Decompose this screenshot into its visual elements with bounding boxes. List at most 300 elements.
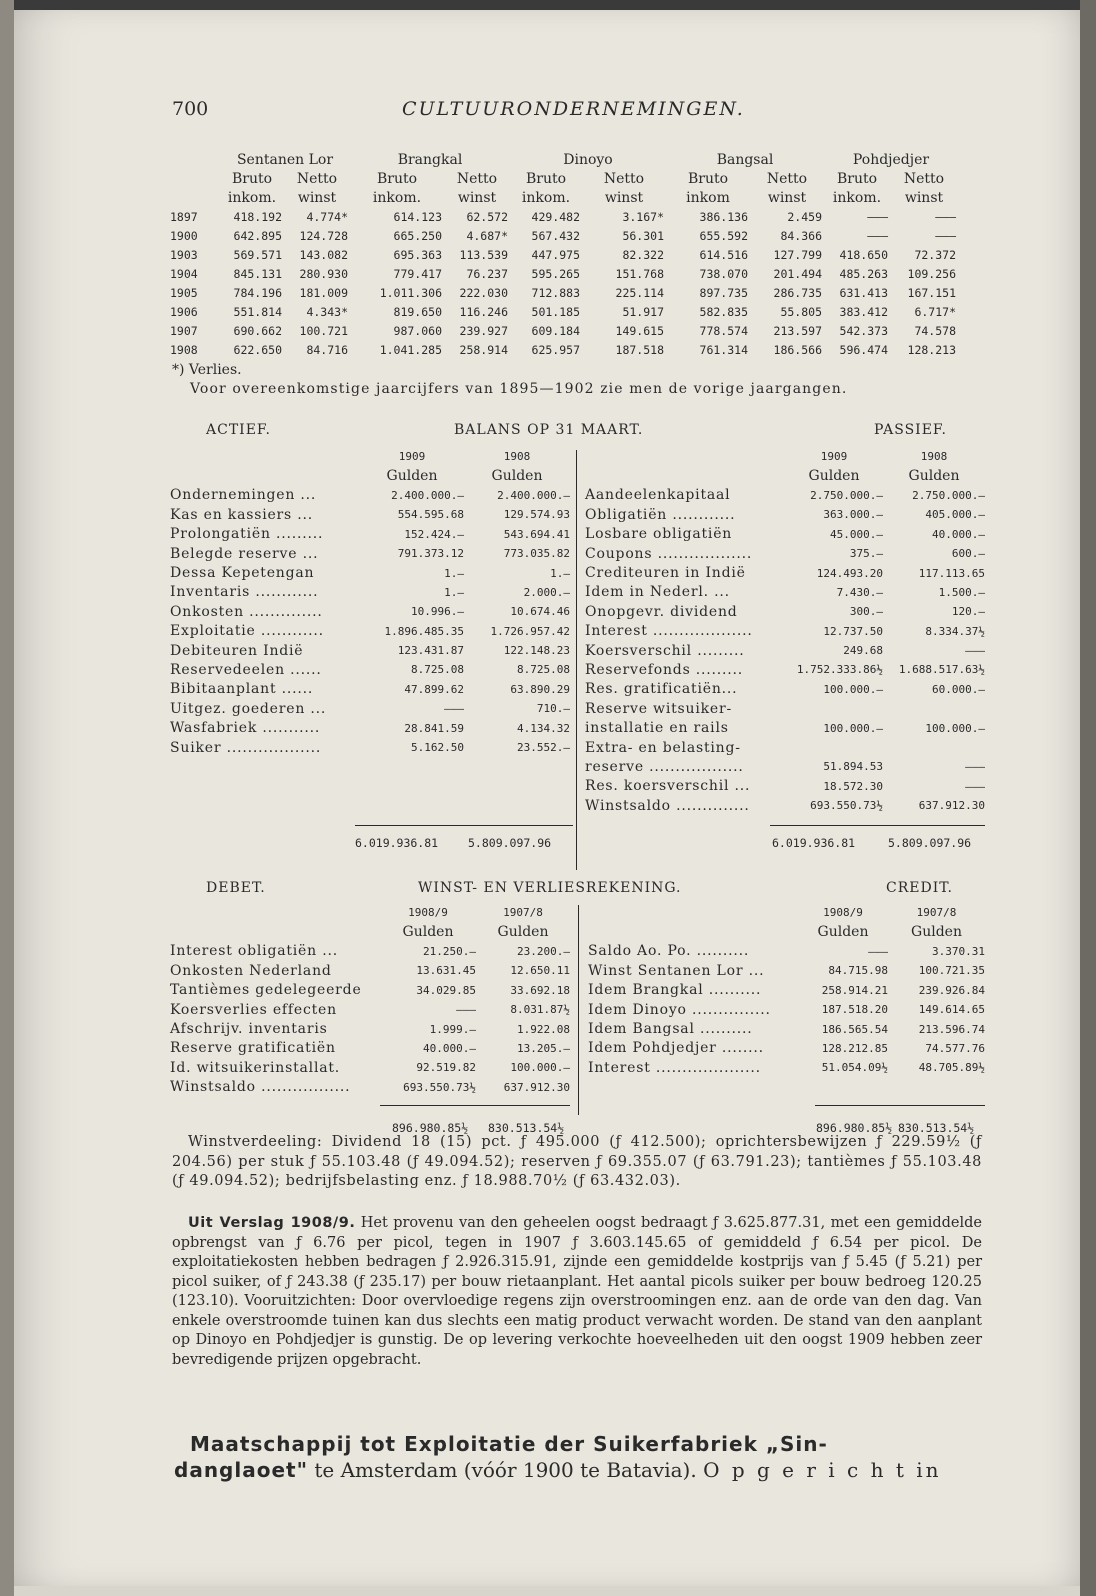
yield-subheader-row (168, 188, 958, 207)
credit-item-value: 149.614.65 (918, 1003, 985, 1017)
company-founded: O p g e r i c h t in (703, 1458, 942, 1482)
debet-item-label: Reserve gratificatiën (170, 1040, 336, 1057)
credit-item-value: 186.565.54 (821, 1022, 888, 1036)
actief-item-value: 152.424.— (404, 527, 464, 541)
actief-year-row (170, 447, 570, 466)
passief-row (585, 563, 985, 582)
balance-right-rule (770, 825, 985, 826)
passief-item-value: 375.— (849, 547, 883, 561)
actief-item-value: 710.— (536, 702, 570, 716)
yield-value: 6.717* (914, 304, 956, 319)
debet-item-label: Interest obligatiën ... (170, 943, 338, 960)
debet-row (170, 1058, 570, 1077)
yield-subheader: inkom. (372, 189, 422, 206)
passief-item-value: 124.493.20 (816, 566, 883, 580)
actief-item-label: Bibitaanplant ...... (170, 681, 314, 698)
actief-item-value: 47.899.62 (404, 682, 464, 696)
yield-subheader: Netto (296, 170, 338, 187)
actief-item-value: 10.674.46 (510, 605, 570, 619)
credit-row (588, 1058, 985, 1077)
yield-subheader: Bruto (687, 170, 729, 187)
passief-item-value (785, 738, 883, 757)
actief-item-value: 2.400.000.— (391, 488, 464, 502)
passief-row (585, 505, 985, 524)
scan-right-edge (1080, 0, 1096, 1596)
yield-subheader: Bruto (231, 170, 273, 187)
credit-row (588, 961, 985, 980)
actief-currency-header: Gulden (386, 468, 438, 485)
actief-item-value: 791.373.12 (397, 547, 464, 561)
yield-value: ——— (935, 228, 956, 243)
passief-label-spacer (585, 447, 785, 466)
passief-item-label: Aandeelenkapitaal (585, 487, 731, 504)
passief-item-label: Reserve witsuiker- (585, 700, 732, 717)
balance-left-total-1908: 5.809.097.96 (468, 836, 552, 850)
yield-corner (168, 150, 220, 169)
debet-item-label: Afschrijv. inventaris (170, 1021, 328, 1038)
credit-item-value: ——— (868, 944, 888, 958)
pl-left-rule (380, 1105, 570, 1106)
passief-item-value: 40.000.— (932, 527, 985, 541)
debet-label-spacer (170, 922, 380, 941)
actief-row (170, 660, 570, 679)
yield-subheader: Bruto (376, 170, 418, 187)
yield-corner (168, 188, 220, 207)
actief-currency-row (170, 466, 570, 485)
passief-item-value: 60.000.— (932, 682, 985, 696)
balance-right-total-1908: 5.809.097.96 (888, 836, 972, 850)
yield-group-header: Sentanen Lor (236, 151, 334, 168)
yield-value: 4.774* (306, 209, 348, 224)
passief-row (585, 796, 985, 815)
yield-group-header: Bangsal (716, 151, 774, 168)
passief-item-value: 117.113.65 (918, 566, 985, 580)
debet-currency-header: Gulden (402, 924, 454, 941)
yield-row (168, 321, 958, 340)
passief-row (585, 544, 985, 563)
yield-value: 82.322 (622, 247, 664, 262)
credit-item-label: Idem Pohdjedjer ........ (588, 1040, 764, 1057)
yield-value: 84.716 (306, 342, 348, 357)
balance-right-total-1909: 6.019.936.81 (772, 836, 856, 850)
actief-item-value: 8.725.08 (517, 663, 570, 677)
pl-right-total-2: 830.513.54½ (898, 1121, 975, 1135)
yield-group-row (168, 150, 958, 169)
yield-value: 128.213 (907, 342, 956, 357)
passief-row (585, 718, 985, 737)
yield-subheader: winst (457, 189, 497, 206)
yield-value: 778.574 (699, 323, 748, 338)
yield-group-header: Brangkal (397, 151, 463, 168)
actief-item-value: 1.896.485.35 (384, 624, 464, 638)
credit-row (588, 1019, 985, 1038)
yield-value: 386.136 (699, 209, 748, 224)
yield-value: 84.366 (780, 228, 822, 243)
yield-note: Voor overeenkomstige jaarcijfers van 1895—1902 zie men de vorige jaargangen. (190, 381, 848, 397)
credit-item-value: 51.054.09½ (821, 1061, 888, 1075)
credit-item-value: 3.370.31 (932, 944, 985, 958)
yield-year: 1900 (170, 228, 198, 243)
actief-year-header: 1909 (398, 450, 426, 464)
actief-item-value: 2.000.— (523, 585, 570, 599)
passief-item-label: Interest ................... (585, 623, 753, 640)
yield-subheader: Netto (456, 170, 498, 187)
yield-value: 76.237 (466, 266, 508, 281)
yield-value: 655.592 (699, 228, 748, 243)
yield-value: 779.417 (393, 266, 442, 281)
debet-row (170, 1039, 570, 1058)
actief-item-value: 122.148.23 (503, 644, 570, 658)
yield-subheader: Netto (766, 170, 808, 187)
credit-row (588, 1000, 985, 1019)
yield-row (168, 245, 958, 264)
actief-item-value: 2.400.000.— (497, 488, 570, 502)
passief-item-value: 8.334.37½ (925, 624, 985, 638)
yield-subheader: inkom. (832, 189, 882, 206)
balance-divider (576, 450, 577, 870)
passief-item-label: Res. koersverschil ... (585, 778, 751, 795)
yield-value: 761.314 (699, 342, 748, 357)
passief-row (585, 660, 985, 679)
yield-value: 567.432 (531, 228, 580, 243)
credit-item-value: 100.721.35 (918, 964, 985, 978)
actief-item-label: Reservedeelen ...... (170, 661, 322, 678)
yield-value: ——— (867, 209, 888, 224)
yield-value: 665.250 (393, 228, 442, 243)
yield-value: 447.975 (531, 247, 580, 262)
credit-item-label: Idem Bangsal .......... (588, 1021, 753, 1038)
passief-item-value: 7.430.— (836, 585, 883, 599)
actief-label-spacer (170, 466, 360, 485)
actief-row (170, 563, 570, 582)
credit-year-header: 1907/8 (916, 906, 957, 920)
yield-value: 181.009 (299, 285, 348, 300)
actief-row (170, 622, 570, 641)
actief-row (170, 680, 570, 699)
credit-currency-header: Gulden (911, 924, 962, 941)
debet-item-value: 12.650.11 (510, 964, 570, 978)
credit-currency-row (588, 922, 985, 941)
passief-row (585, 738, 985, 757)
passief-item-value: 120.— (951, 605, 985, 619)
debet-item-value: 40.000.— (423, 1041, 476, 1055)
yield-value: 2.459 (787, 209, 822, 224)
actief-item-label: Belegde reserve ... (170, 545, 319, 562)
debet-label-spacer (170, 903, 380, 922)
yield-value: 819.650 (393, 304, 442, 319)
yield-year: 1908 (170, 342, 198, 357)
credit-item-label: Idem Brangkal .......... (588, 982, 762, 999)
actief-currency-header: Gulden (491, 468, 543, 485)
pl-right-total-1: 896.980.85½ (816, 1121, 893, 1135)
passief-item-value: 18.572.30 (823, 779, 883, 793)
yield-row (168, 283, 958, 302)
yield-row (168, 264, 958, 283)
passief-item-value (883, 738, 985, 757)
actief-item-value: 23.552.— (517, 741, 570, 755)
credit-item-value: 213.596.74 (918, 1022, 985, 1036)
credit-currency-header: Gulden (817, 924, 869, 941)
yield-value: 1.041.285 (379, 342, 442, 357)
yield-year: 1907 (170, 323, 198, 338)
yield-value: 625.957 (531, 342, 580, 357)
passief-item-value: 12.737.50 (823, 624, 883, 638)
yield-value: 485.263 (839, 266, 888, 281)
passief-item-value (785, 699, 883, 718)
yield-value: 501.185 (531, 304, 580, 319)
yield-value: 151.768 (615, 266, 664, 281)
yield-value: 72.372 (914, 247, 956, 262)
credit-row (588, 1039, 985, 1058)
credit-item-value: 258.914.21 (821, 983, 888, 997)
yield-year: 1905 (170, 285, 198, 300)
yield-subheader: winst (604, 189, 644, 206)
passief-year-header: 1908 (920, 450, 948, 464)
debet-item-value: 34.029.85 (416, 983, 476, 997)
passief-item-value: 405.000.— (925, 508, 985, 522)
actief-row (170, 699, 570, 718)
passief-year-row (585, 447, 985, 466)
credit-row (588, 942, 985, 961)
credit-item-value: 74.577.76 (925, 1041, 985, 1055)
debet-row (170, 961, 570, 980)
yield-year: 1906 (170, 304, 198, 319)
yield-value: 116.246 (459, 304, 508, 319)
yield-value: 280.930 (299, 266, 348, 281)
actief-item-value: 1.— (550, 566, 570, 580)
passief-item-label: Crediteuren in Indië (585, 565, 746, 582)
yield-value: 55.805 (780, 304, 822, 319)
yield-value: 222.030 (459, 285, 508, 300)
yield-value: 213.597 (773, 323, 822, 338)
yield-value: 383.412 (839, 304, 888, 319)
actief-item-value: 554.595.68 (397, 508, 464, 522)
yield-value: 622.650 (233, 342, 282, 357)
debet-item-label: Winstsaldo ................. (170, 1079, 351, 1096)
yield-value: 3.167* (622, 209, 664, 224)
yield-row (168, 207, 958, 226)
actief-item-value: 5.162.50 (411, 741, 464, 755)
yield-value: 201.494 (773, 266, 822, 281)
passief-year-header: 1909 (820, 450, 848, 464)
passief-currency-row (585, 466, 985, 485)
debet-item-value: 100.000.— (510, 1061, 570, 1075)
actief-row (170, 505, 570, 524)
credit-item-value: 84.715.98 (828, 964, 888, 978)
debet-year-header: 1908/9 (408, 906, 448, 920)
passief-item-value: 1.500.— (938, 585, 985, 599)
debet-item-label: Id. witsuikerinstallat. (170, 1059, 341, 1076)
debet-year-row (170, 903, 570, 922)
debet-item-label: Koersverlies effecten (170, 1001, 337, 1018)
actief-row (170, 486, 570, 505)
yield-row (168, 302, 958, 321)
debet-item-value: 637.912.30 (503, 1080, 570, 1094)
passief-item-label: Idem in Nederl. ... (585, 584, 730, 601)
yield-subheader: Bruto (525, 170, 567, 187)
actief-item-value: 63.890.29 (510, 682, 570, 696)
yield-corner (168, 169, 220, 188)
passief-item-label: installatie en rails (585, 720, 729, 737)
pl-right-title: CREDIT. (886, 880, 953, 896)
passief-row (585, 622, 985, 641)
credit-year-header: 1908/9 (823, 906, 863, 920)
yield-value: 167.151 (907, 285, 956, 300)
yield-year: 1897 (170, 209, 198, 224)
passief-item-value: 1.688.517.63½ (898, 663, 985, 677)
debet-item-value: 23.200.— (517, 944, 570, 958)
credit-item-label: Interest .................... (588, 1059, 761, 1076)
passief-item-label: Obligatiën ............ (585, 506, 736, 523)
debet-item-value: 13.205.— (517, 1041, 570, 1055)
balance-left-total-1909: 6.019.936.81 (355, 836, 439, 850)
pl-left-total-2: 830.513.54½ (488, 1121, 565, 1135)
passief-item-value: 2.750.000.— (810, 488, 883, 502)
pl-right-rule (815, 1105, 985, 1106)
yield-subheader: winst (767, 189, 807, 206)
yield-subheader: inkom. (227, 189, 277, 206)
credit-row (588, 981, 985, 1000)
scan-left-edge (0, 0, 14, 1596)
actief-item-label: Wasfabriek ........... (170, 720, 321, 737)
yield-value: 124.728 (299, 228, 348, 243)
actief-row (170, 738, 570, 757)
actief-row (170, 544, 570, 563)
passief-item-label: Coupons .................. (585, 545, 753, 562)
company-name-line2: danglaoet" (174, 1458, 309, 1482)
page-number: 700 (172, 98, 209, 120)
yield-value: 784.196 (233, 285, 282, 300)
actief-item-label: Inventaris ............ (170, 584, 319, 601)
yield-subheader-row (168, 169, 958, 188)
passief-item-value: ——— (965, 760, 985, 774)
actief-item-value: ——— (444, 702, 464, 716)
passief-currency-header: Gulden (808, 468, 860, 485)
yield-value: 100.721 (299, 323, 348, 338)
balance-left-rule (355, 825, 573, 826)
yield-year: 1903 (170, 247, 198, 262)
debet-item-value: ——— (456, 1003, 476, 1017)
yield-table (168, 150, 958, 359)
yield-value: 614.516 (699, 247, 748, 262)
yield-value: 4.687* (466, 228, 508, 243)
actief-item-label: Debiteuren Indië (170, 642, 304, 659)
debet-item-value: 13.631.45 (416, 964, 476, 978)
pl-left-title: DEBET. (206, 880, 266, 896)
passief-item-label: Winstsaldo .............. (585, 797, 750, 814)
yield-value: 551.814 (233, 304, 282, 319)
yield-value: 695.363 (393, 247, 442, 262)
passief-item-value: ——— (965, 644, 985, 658)
yield-value: 143.082 (299, 247, 348, 262)
passief-item-value: ——— (965, 779, 985, 793)
yield-value: 1.011.306 (379, 285, 442, 300)
company-heading (174, 1431, 990, 1483)
debet-item-value: 21.250.— (423, 944, 476, 958)
actief-item-value: 28.841.59 (404, 721, 464, 735)
yield-value: 429.482 (531, 209, 580, 224)
passief-item-label: Onopgevr. dividend (585, 603, 738, 620)
actief-item-label: Prolongatiën ......... (170, 526, 324, 543)
debet-row (170, 942, 570, 961)
passief-item-label: Koersverschil ......... (585, 642, 745, 659)
actief-item-value: 1.726.957.42 (490, 624, 570, 638)
debet-item-label: Tantièmes gedelegeerde (170, 982, 362, 999)
passief-row (585, 641, 985, 660)
passief-item-value: 363.000.— (823, 508, 883, 522)
passief-item-value: 45.000.— (830, 527, 883, 541)
actief-item-label: Ondernemingen ... (170, 487, 317, 504)
debet-item-value: 1.922.08 (517, 1022, 570, 1036)
yield-value: 712.883 (531, 285, 580, 300)
actief-item-label: Suiker .................. (170, 739, 322, 756)
yield-value: 987.060 (393, 323, 442, 338)
balance-passief (585, 447, 985, 815)
yield-group-header: Dinoyo (563, 151, 613, 168)
passief-row (585, 757, 985, 776)
debet-currency-row (170, 922, 570, 941)
actief-item-label: Uitgez. goederen ... (170, 700, 327, 717)
credit-item-value: 48.705.89½ (918, 1061, 985, 1075)
credit-label-spacer (588, 922, 798, 941)
actief-item-value: 129.574.93 (503, 508, 570, 522)
yield-value: 51.917 (622, 304, 664, 319)
credit-item-value: 187.518.20 (821, 1003, 888, 1017)
yield-value: 239.927 (459, 323, 508, 338)
yield-value: 109.256 (907, 266, 956, 281)
running-title: CULTUURONDERNEMINGEN. (402, 98, 745, 120)
yield-value: 127.799 (773, 247, 822, 262)
yield-value: 595.265 (531, 266, 580, 281)
credit-year-row (588, 903, 985, 922)
credit-item-label: Saldo Ao. Po. .......... (588, 943, 750, 960)
footnote: *) Verlies. (172, 362, 242, 378)
yield-value: 187.518 (615, 342, 664, 357)
passief-row (585, 602, 985, 621)
passief-label-spacer (585, 466, 785, 485)
yield-subheader: inkom. (521, 189, 571, 206)
actief-item-value: 1.— (444, 566, 464, 580)
yield-value: 631.413 (839, 285, 888, 300)
profit-distribution: Winstverdeeling: Dividend 18 (15) pct. ƒ 495.000 (ƒ 412.500); oprichtersbewijzen ƒ 229.59½ (ƒ 204.56) per stuk ƒ 55.103.48 (ƒ 49.094.52); reserven ƒ 69.355.07 (ƒ 63.791.23); tantièmes ƒ 55.103.48 (ƒ 49.094.52); bedrijfsbelasting enz. ƒ 18.988.70½ (ƒ 63.432.03). (172, 1134, 982, 1189)
yield-value: ——— (935, 209, 956, 224)
balance-left-title: ACTIEF. (206, 422, 271, 438)
credit-item-label: Winst Sentanen Lor ... (588, 962, 765, 979)
yield-row (168, 226, 958, 245)
debet-item-value: 1.999.— (429, 1022, 476, 1036)
yield-subheader: inkom (686, 189, 730, 206)
pl-left-total-1: 896.980.85½ (392, 1121, 469, 1135)
passief-currency-header: Gulden (908, 468, 960, 485)
debet-item-value: 693.550.73½ (403, 1080, 476, 1094)
passief-item-value: 637.912.30 (918, 799, 985, 813)
debet-currency-header: Gulden (497, 924, 549, 941)
passief-item-label: Reservefonds ......... (585, 661, 744, 678)
credit-item-label: Idem Dinoyo ............... (588, 1001, 771, 1018)
yield-year: 1904 (170, 266, 198, 281)
yield-value: 897.735 (699, 285, 748, 300)
actief-item-value: 10.996.— (411, 605, 464, 619)
credit-item-value: 128.212.85 (821, 1041, 888, 1055)
passief-item-label: Losbare obligatiën (585, 526, 733, 543)
balance-title: BALANS OP 31 MAART. (454, 422, 644, 438)
actief-item-label: Onkosten .............. (170, 603, 323, 620)
yield-value: 149.615 (615, 323, 664, 338)
debet-item-label: Onkosten Nederland (170, 962, 332, 979)
yield-row (168, 340, 958, 359)
actief-row (170, 602, 570, 621)
passief-item-value: 693.550.73½ (810, 799, 883, 813)
